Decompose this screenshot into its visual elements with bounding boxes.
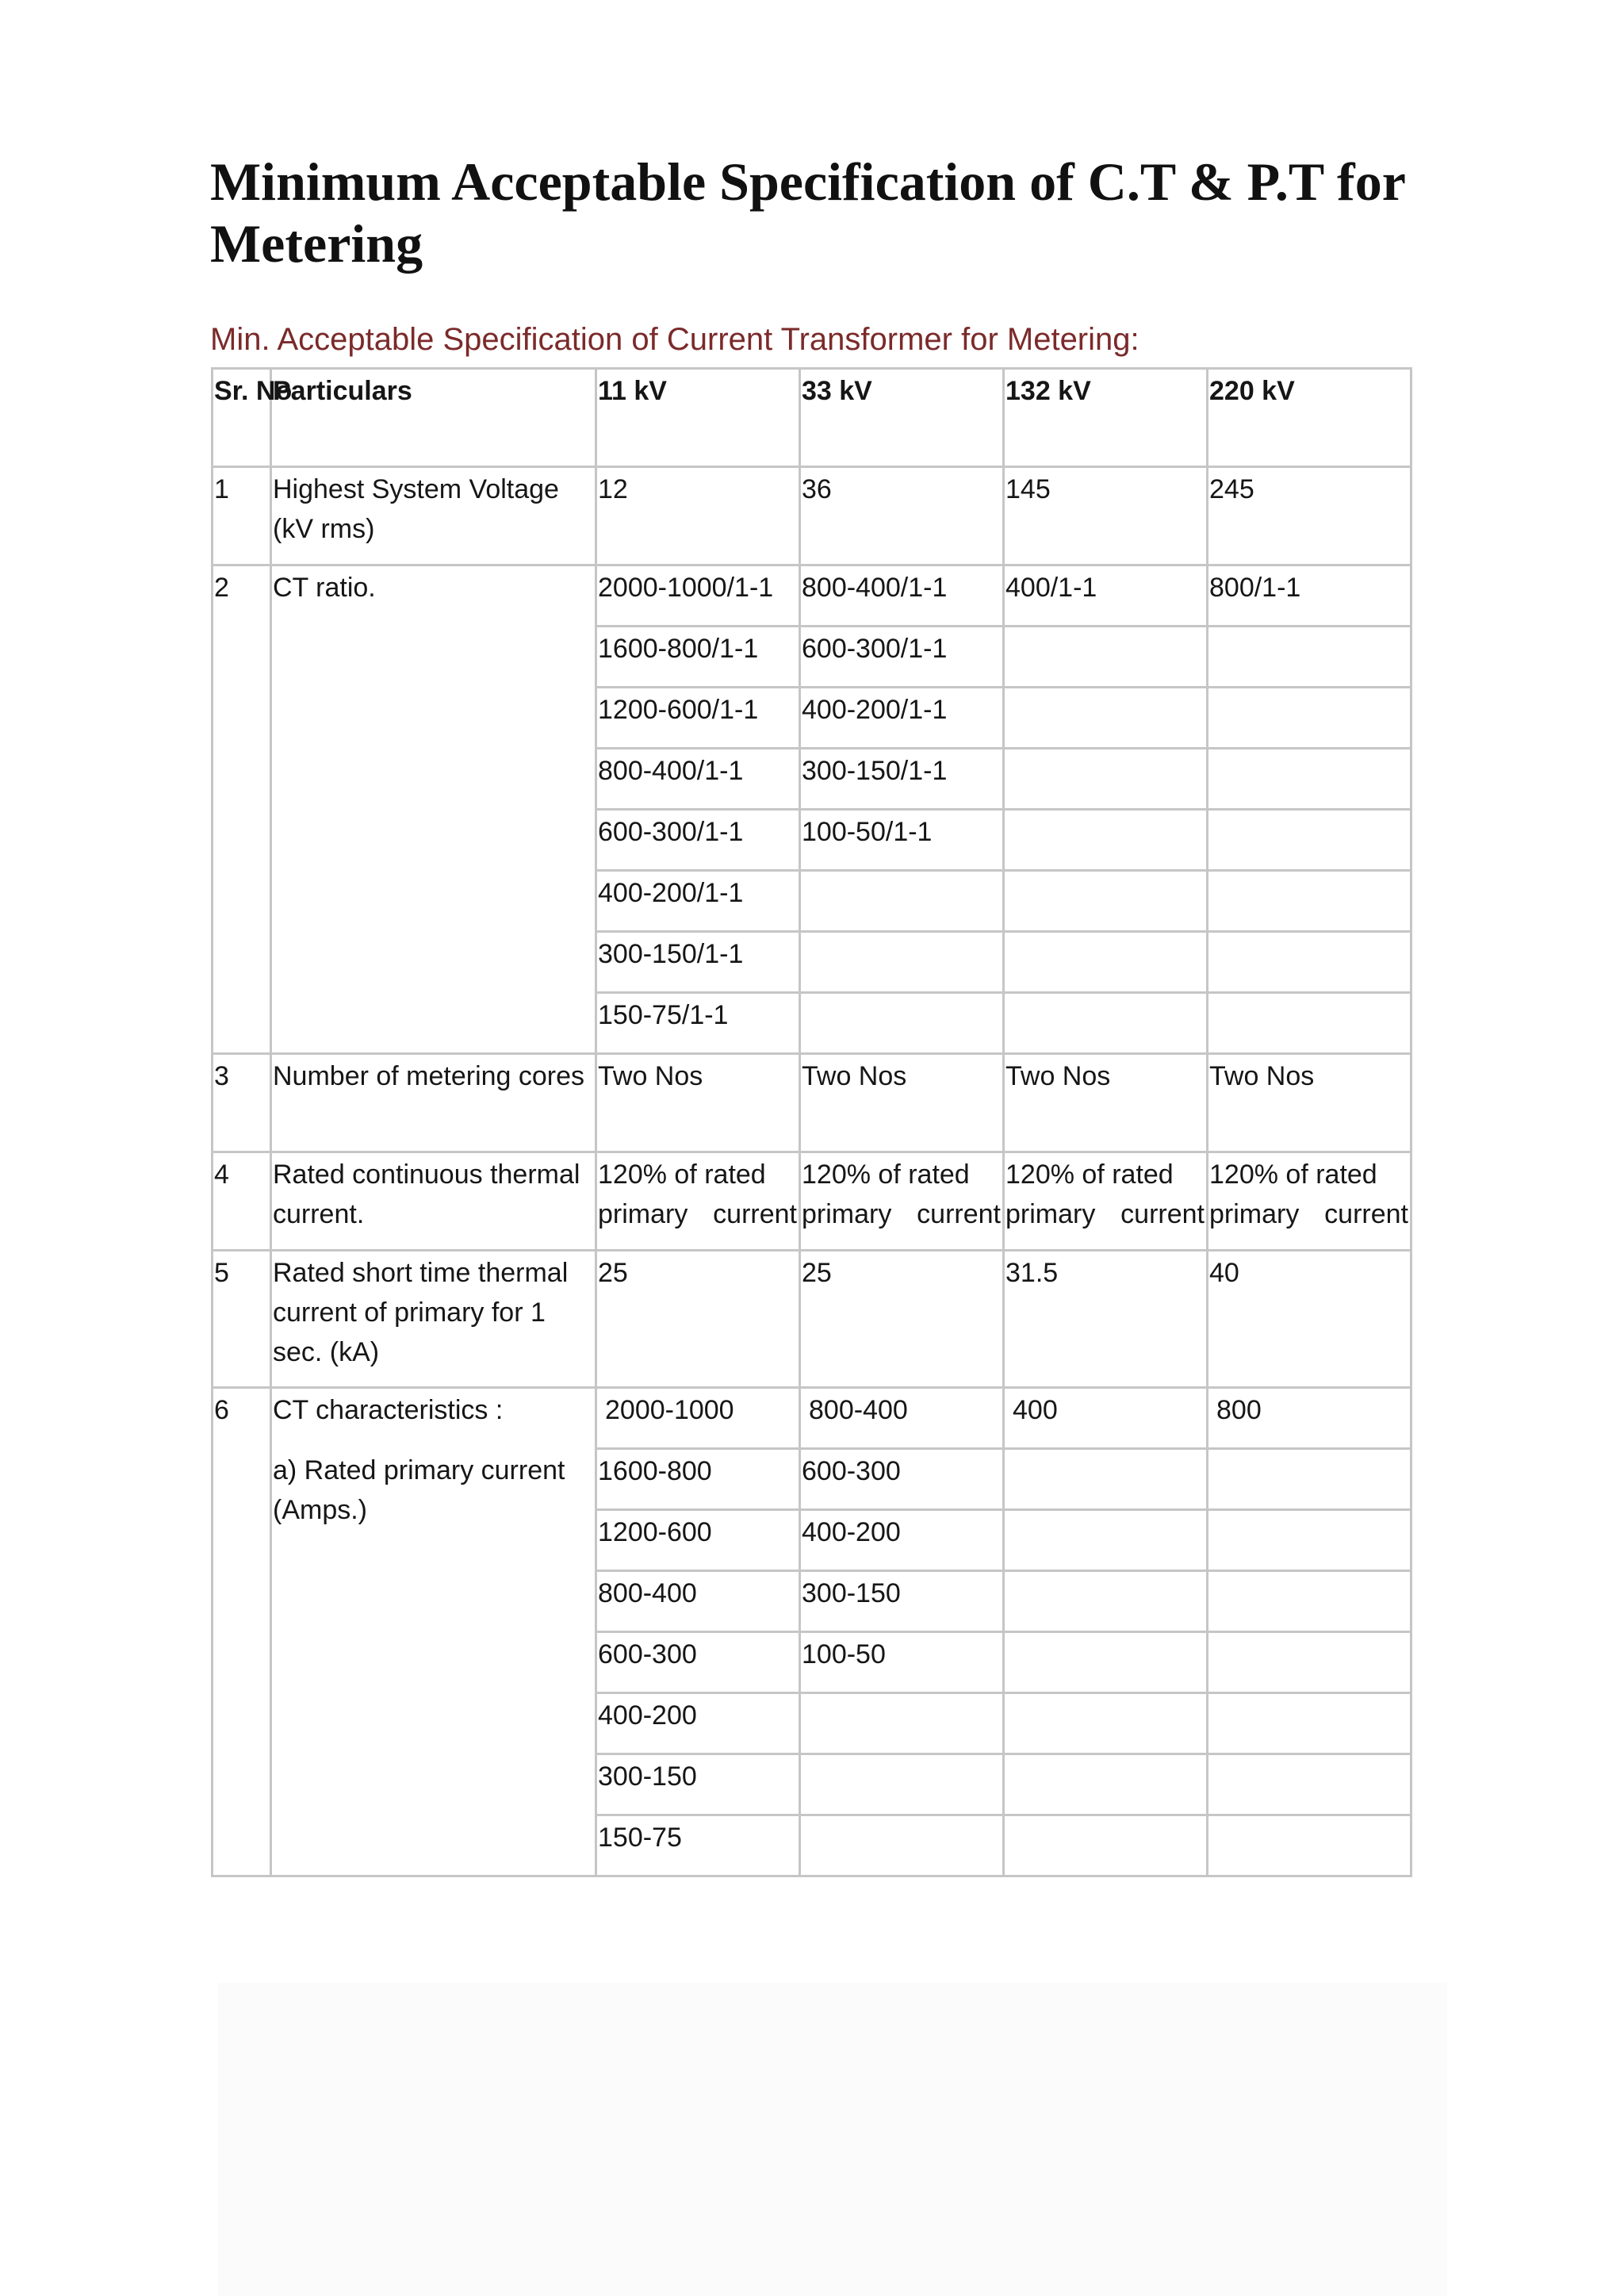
header-132kv: 132 kV [1004, 369, 1208, 467]
cell-sr: 5 [213, 1251, 271, 1388]
cell-220kv [1208, 1693, 1411, 1754]
cell-particulars: Number of metering cores [271, 1054, 596, 1152]
cell-132kv: 31.5 [1004, 1251, 1208, 1388]
cell-33kv: 600-300 [800, 1449, 1004, 1510]
cell-11kv: 150-75/1-1 [596, 993, 800, 1054]
cell-132kv [1004, 1693, 1208, 1754]
table-row [213, 1152, 1411, 1251]
cell-line: primary current [1209, 1199, 1408, 1229]
cell-220kv [1208, 1152, 1411, 1251]
cell-11kv: 25 [596, 1251, 800, 1388]
cell-132kv [1004, 749, 1208, 810]
cell-sr: 6 [213, 1388, 271, 1876]
cell-line: primary current [1005, 1199, 1205, 1229]
header-220kv: 220 kV [1208, 369, 1411, 467]
cell-11kv: 300-150/1-1 [596, 932, 800, 993]
cell-33kv: 400-200 [800, 1510, 1004, 1571]
cell-220kv [1208, 688, 1411, 749]
cell-220kv [1208, 1632, 1411, 1693]
cell-220kv [1208, 1449, 1411, 1510]
cell-220kv [1208, 627, 1411, 688]
cell-132kv: 400 [1004, 1388, 1208, 1449]
cell-11kv: 800-400/1-1 [596, 749, 800, 810]
cell-220kv: 800 [1208, 1388, 1411, 1449]
cell-132kv [1004, 1152, 1208, 1251]
cell-132kv [1004, 1632, 1208, 1693]
cell-220kv [1208, 1815, 1411, 1876]
cell-11kv: 2000-1000 [596, 1388, 800, 1449]
cell-11kv: 400-200 [596, 1693, 800, 1754]
cell-particulars: Rated short time thermal current of primary for 1 sec. (kA) [271, 1251, 596, 1388]
cell-sr: 1 [213, 467, 271, 565]
section-subtitle: Min. Acceptable Specification of Current Transformer for Metering: [210, 322, 1139, 357]
header-33kv: 33 kV [800, 369, 1004, 467]
cell-11kv: 300-150 [596, 1754, 800, 1815]
cell-33kv: 25 [800, 1251, 1004, 1388]
ct-specification-table [211, 367, 1412, 1877]
cell-220kv: Two Nos [1208, 1054, 1411, 1152]
cell-132kv [1004, 1571, 1208, 1632]
cell-33kv: 300-150/1-1 [800, 749, 1004, 810]
cell-particulars: CT ratio. [271, 565, 596, 1054]
cell-220kv: 40 [1208, 1251, 1411, 1388]
table-row [213, 565, 1411, 627]
cell-11kv: 1200-600 [596, 1510, 800, 1571]
cell-220kv: 800/1-1 [1208, 565, 1411, 627]
cell-11kv: 400-200/1-1 [596, 871, 800, 932]
cell-11kv: 2000-1000/1-1 [596, 565, 800, 627]
cell-33kv: 400-200/1-1 [800, 688, 1004, 749]
page-title: Minimum Acceptable Specification of C.T & P.T for Metering [210, 151, 1405, 274]
cell-11kv: 600-300 [596, 1632, 800, 1693]
cell-132kv [1004, 627, 1208, 688]
cell-220kv [1208, 1754, 1411, 1815]
cell-220kv: 245 [1208, 467, 1411, 565]
cell-132kv [1004, 932, 1208, 993]
cell-33kv [800, 993, 1004, 1054]
header-particulars: Particulars [271, 369, 596, 467]
cell-line: 120% of rated [1005, 1159, 1174, 1190]
cell-132kv [1004, 810, 1208, 871]
cell-33kv [800, 1693, 1004, 1754]
cell-33kv: 600-300/1-1 [800, 627, 1004, 688]
particulars-line: CT characteristics : [273, 1395, 504, 1425]
cell-11kv: Two Nos [596, 1054, 800, 1152]
cell-220kv [1208, 871, 1411, 932]
cell-11kv: 1600-800 [596, 1449, 800, 1510]
cell-particulars [271, 1388, 596, 1876]
cell-sr: 4 [213, 1152, 271, 1251]
cell-33kv: 300-150 [800, 1571, 1004, 1632]
header-11kv: 11 kV [596, 369, 800, 467]
cell-132kv: 400/1-1 [1004, 565, 1208, 627]
cell-132kv [1004, 688, 1208, 749]
cell-33kv [800, 1152, 1004, 1251]
cell-33kv [800, 1754, 1004, 1815]
cell-132kv [1004, 993, 1208, 1054]
cell-33kv: 100-50/1-1 [800, 810, 1004, 871]
cell-line: 120% of rated [802, 1159, 970, 1190]
cell-11kv: 1200-600/1-1 [596, 688, 800, 749]
cell-132kv [1004, 871, 1208, 932]
cell-11kv: 150-75 [596, 1815, 800, 1876]
cell-33kv: 800-400/1-1 [800, 565, 1004, 627]
cell-line: 120% of rated [1209, 1159, 1377, 1190]
cell-132kv: Two Nos [1004, 1054, 1208, 1152]
cell-11kv [596, 1152, 800, 1251]
cell-sr: 2 [213, 565, 271, 1054]
cell-33kv: 100-50 [800, 1632, 1004, 1693]
cell-11kv: 800-400 [596, 1571, 800, 1632]
cell-particulars: Rated continuous thermal current. [271, 1152, 596, 1251]
cell-132kv: 145 [1004, 467, 1208, 565]
cell-132kv [1004, 1754, 1208, 1815]
header-sr-no: Sr. No [213, 369, 271, 467]
cell-220kv [1208, 1510, 1411, 1571]
cell-132kv [1004, 1815, 1208, 1876]
table-row [213, 1251, 1411, 1388]
table-row [213, 467, 1411, 565]
cell-33kv: Two Nos [800, 1054, 1004, 1152]
table-row [213, 1388, 1411, 1449]
table-header-row [213, 369, 1411, 467]
cell-33kv [800, 1815, 1004, 1876]
cell-220kv [1208, 749, 1411, 810]
cell-11kv: 1600-800/1-1 [596, 627, 800, 688]
cell-220kv [1208, 810, 1411, 871]
cell-220kv [1208, 993, 1411, 1054]
cell-11kv: 12 [596, 467, 800, 565]
cell-33kv: 800-400 [800, 1388, 1004, 1449]
cell-33kv [800, 932, 1004, 993]
cell-line: 120% of rated [598, 1159, 766, 1190]
cell-132kv [1004, 1449, 1208, 1510]
cell-220kv [1208, 932, 1411, 993]
page-shade [218, 1983, 1447, 2296]
cell-particulars: Highest System Voltage (kV rms) [271, 467, 596, 565]
cell-11kv: 600-300/1-1 [596, 810, 800, 871]
table-row [213, 1054, 1411, 1152]
cell-33kv: 36 [800, 467, 1004, 565]
cell-line: primary current [802, 1199, 1001, 1229]
cell-line: primary current [598, 1199, 797, 1229]
particulars-line: a) Rated primary current (Amps.) [273, 1455, 565, 1525]
cell-220kv [1208, 1571, 1411, 1632]
cell-sr: 3 [213, 1054, 271, 1152]
cell-132kv [1004, 1510, 1208, 1571]
cell-33kv [800, 871, 1004, 932]
